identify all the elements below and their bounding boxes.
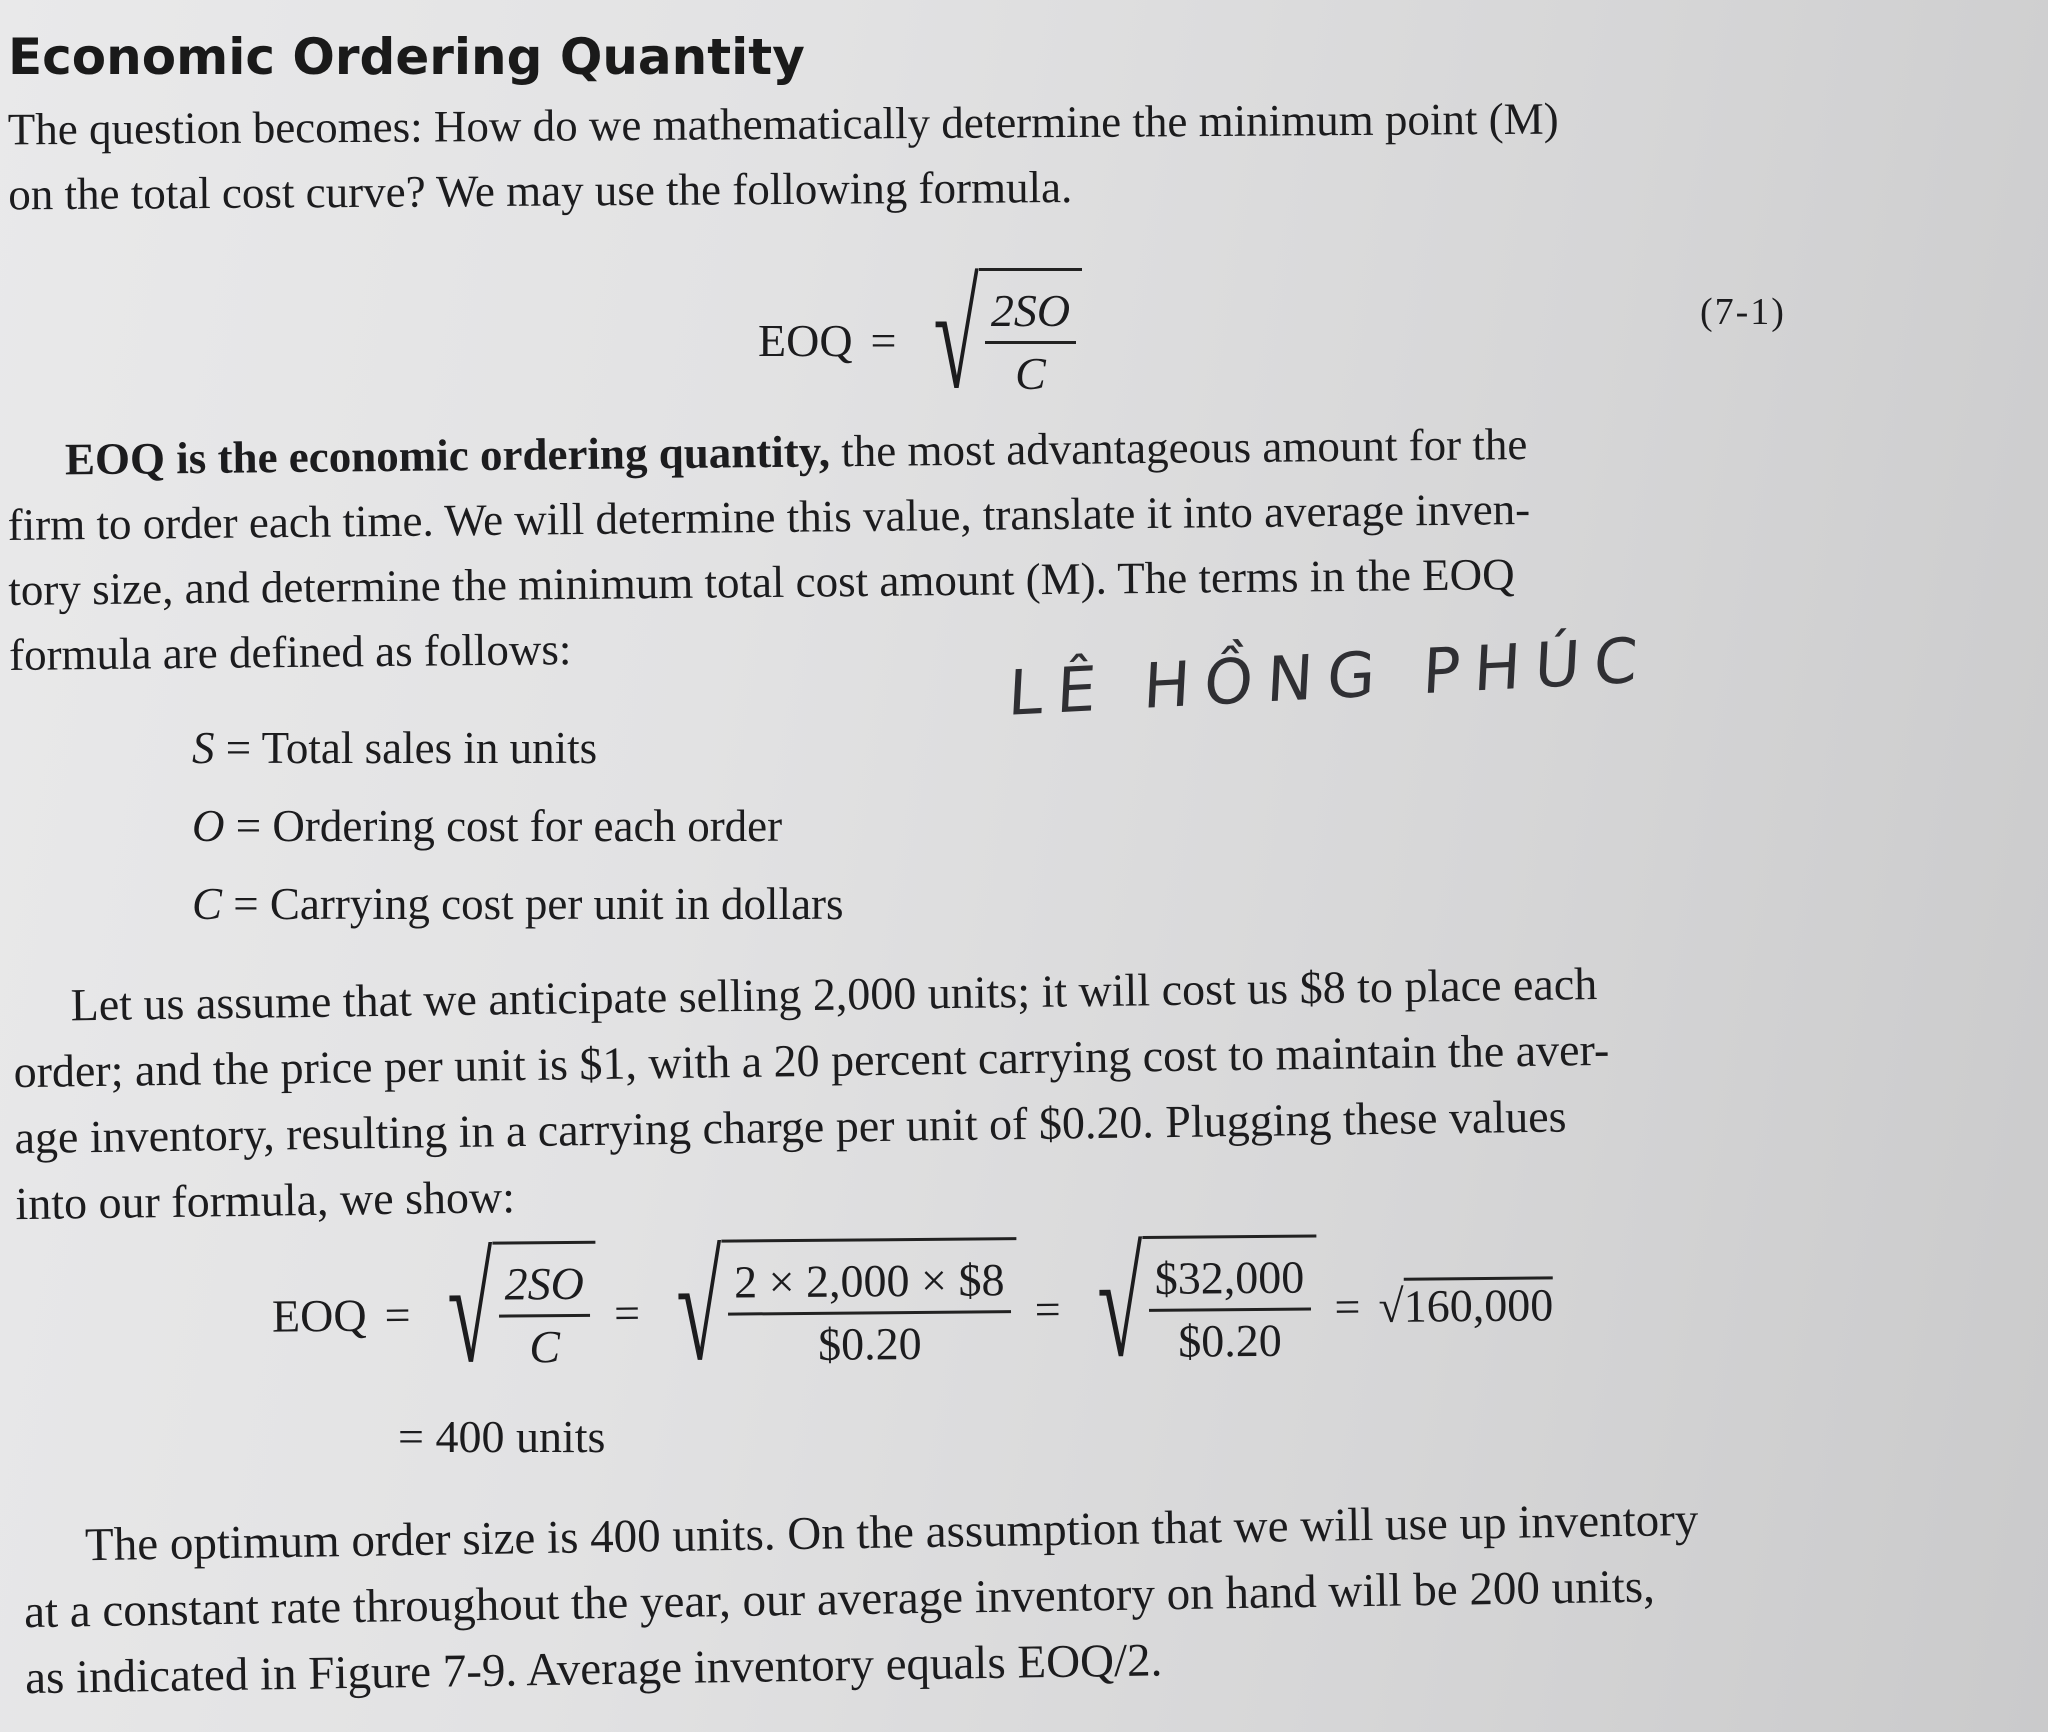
definition-text: = Total sales in units xyxy=(214,723,598,773)
eoq-calculation xyxy=(271,1221,1554,1395)
calc-radical-1 xyxy=(428,1227,597,1395)
definition-line: formula are defined as follows: xyxy=(8,624,572,680)
conclusion-line: as indicated in Figure 7-9. Average inventory equals EOQ/2. xyxy=(24,1634,1163,1705)
example-line: age inventory, resulting in a carrying charge per unit of $0.20. Plugging these values xyxy=(14,1090,1567,1164)
example-line: order; and the price per unit is $1, with a 20 percent carrying cost to maintain the aver- xyxy=(13,1023,1610,1098)
square-root-icon: √ xyxy=(1096,1221,1144,1389)
formula-equals: = xyxy=(870,314,897,366)
definition-item xyxy=(192,722,597,774)
handwritten-name: LÊ HỒNG PHÚC xyxy=(1006,623,1654,730)
calc-lhs: EOQ xyxy=(271,1289,367,1342)
calc-numerator-1: 2SO xyxy=(498,1260,590,1318)
intro-line: The question becomes: How do we mathematically determine the minimum point (M) xyxy=(7,93,1559,155)
definition-symbol: S xyxy=(192,723,215,773)
formula-radical xyxy=(915,254,1083,420)
section-heading: Economic Ordering Quantity xyxy=(8,28,805,86)
calc-final-root xyxy=(1378,1278,1553,1333)
calc-equals: = xyxy=(384,1288,411,1341)
calc-result: = 400 units xyxy=(398,1411,606,1462)
eoq-term-bold: EOQ is the economic ordering quantity, xyxy=(64,426,831,485)
formula-numerator: 2SO xyxy=(985,287,1076,344)
calc-denominator-1: C xyxy=(529,1321,561,1373)
example-line: Let us assume that we anticipate selling 2,000 units; it will cost us $8 to place each xyxy=(70,958,1598,1031)
conclusion-line: at a constant rate throughout the year, our average inventory on hand will be 200 units, xyxy=(23,1560,1656,1639)
definition-line: the most advantageous amount for the xyxy=(829,419,1528,477)
example-paragraph xyxy=(12,951,1611,1237)
formula-fraction xyxy=(979,284,1082,399)
square-root-icon: √ xyxy=(933,254,979,420)
formula-lhs: EOQ xyxy=(758,314,853,366)
definition-item xyxy=(192,878,844,930)
conclusion-paragraph xyxy=(23,1487,1701,1711)
definition-symbol: O xyxy=(192,801,225,851)
eoq-formula xyxy=(758,254,1082,420)
calc-equals: = xyxy=(613,1286,641,1339)
calc-denominator-3: $0.20 xyxy=(1178,1314,1283,1367)
definition-text: = Ordering cost for each order xyxy=(224,801,783,851)
definition-text: = Carrying cost per unit in dollars xyxy=(222,879,844,929)
definition-line: firm to order each time. We will determine this value, translate it into average inven- xyxy=(7,484,1531,550)
definition-symbol: C xyxy=(192,879,223,929)
definition-item xyxy=(192,800,782,852)
calc-equals: = xyxy=(1034,1283,1061,1335)
square-root-icon: √ xyxy=(675,1225,723,1393)
intro-paragraph xyxy=(8,87,1560,228)
calc-numerator-2: 2 × 2,000 × $8 xyxy=(728,1256,1011,1316)
conclusion-line: The optimum order size is 400 units. On the assumption that we will use up inventory xyxy=(84,1493,1699,1572)
calc-radical-3 xyxy=(1078,1221,1317,1389)
calc-equals: = xyxy=(1334,1280,1361,1332)
calc-final-radicand: 160,000 xyxy=(1403,1276,1553,1331)
definition-line: tory size, and determine the minimum total cost amount (M). The terms in the EOQ xyxy=(8,549,1515,615)
square-root-icon: √ xyxy=(446,1227,494,1395)
example-line: into our formula, we show: xyxy=(15,1171,516,1230)
calc-denominator-2: $0.20 xyxy=(817,1317,922,1370)
intro-line: on the total cost curve? We may use the following formula. xyxy=(8,161,1073,220)
equation-number: (7-1) xyxy=(1700,291,1786,333)
square-root-icon: √ xyxy=(1378,1280,1404,1332)
formula-denominator: C xyxy=(1015,348,1046,399)
calc-radical-2 xyxy=(657,1225,1017,1393)
calc-numerator-3: $32,000 xyxy=(1149,1253,1311,1312)
